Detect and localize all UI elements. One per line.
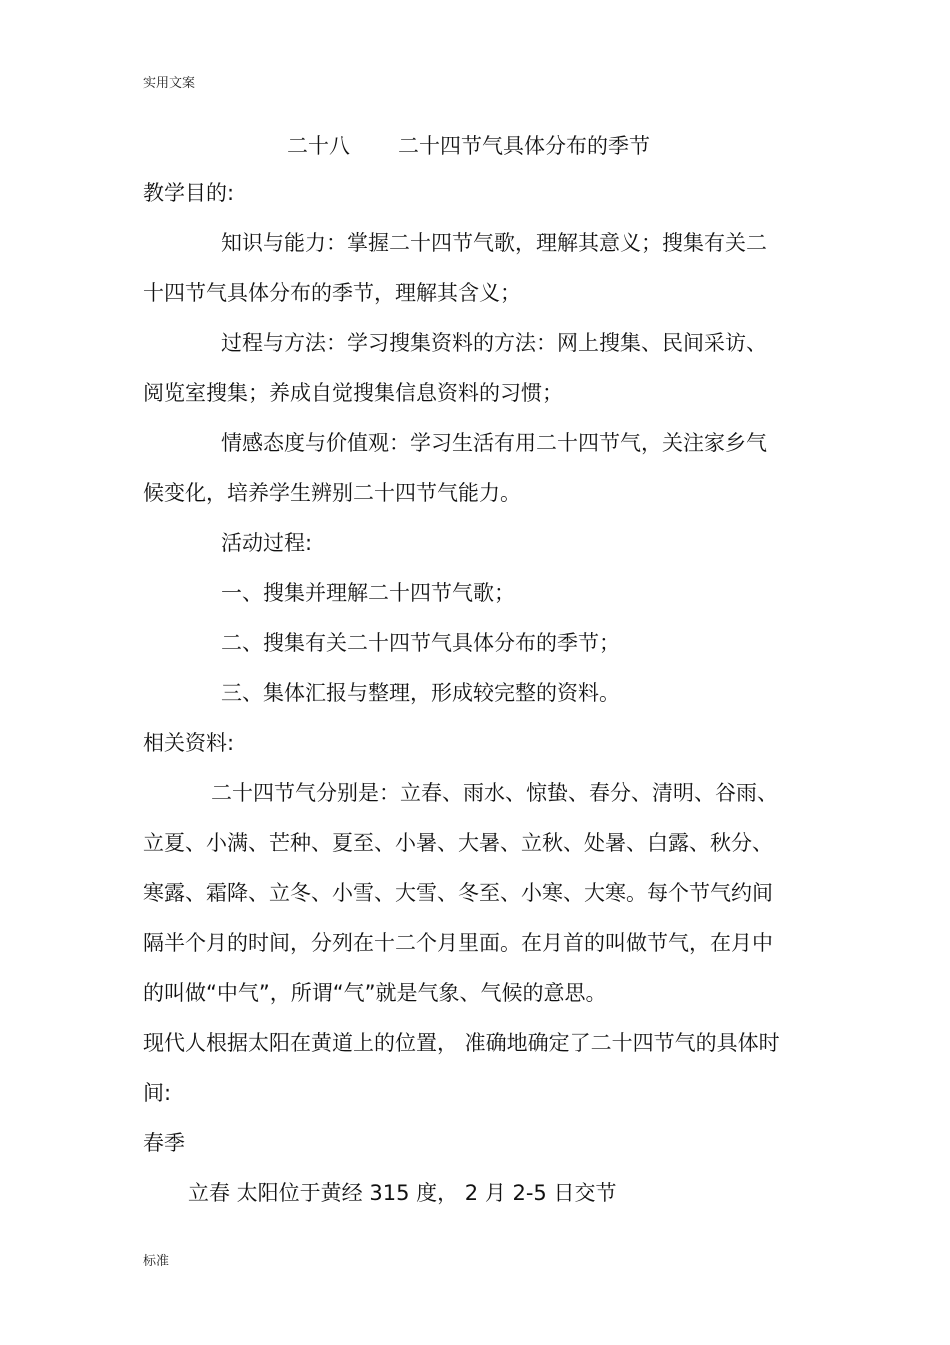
page-footer: 标准: [143, 1254, 170, 1269]
paragraph-line: 的叫做“中气”，所谓“气”就是气象、气候的意思。: [143, 981, 607, 1005]
paragraph-line: 二十四节气分别是：立春、雨水、惊蛰、春分、清明、谷雨、: [211, 781, 778, 805]
list-item: 一、搜集并理解二十四节气歌；: [221, 581, 515, 605]
paragraph-line: 立春 太阳位于黄经 315 度， 2 月 2-5 日交节: [188, 1181, 617, 1205]
paragraph-line: 间:: [143, 1081, 172, 1105]
paragraph-line: 阅览室搜集；养成自觉搜集信息资料的习惯；: [143, 381, 563, 405]
page-header: 实用文案: [143, 76, 196, 91]
paragraph-line: 立夏、小满、芒种、夏至、小暑、大暑、立秋、处暑、白露、秋分、: [143, 831, 773, 855]
paragraph-line: 情感态度与价值观：学习生活有用二十四节气，关注家乡气: [221, 431, 767, 455]
list-item: 二、搜集有关二十四节气具体分布的季节；: [221, 631, 620, 655]
paragraph-line: 候变化，培养学生辨别二十四节气能力。: [143, 481, 521, 505]
section-heading-objectives: 教学目的:: [143, 181, 235, 205]
list-item: 三、集体汇报与整理，形成较完整的资料。: [221, 681, 620, 705]
paragraph-line: 现代人根据太阳在黄道上的位置， 准确地确定了二十四节气的具体时: [143, 1031, 780, 1055]
paragraph-line: 十四节气具体分布的季节，理解其含义；: [143, 281, 521, 305]
page-title: 二十四节气具体分布的季节: [398, 134, 650, 158]
section-heading-materials: 相关资料:: [143, 731, 235, 755]
paragraph-line: 知识与能力：掌握二十四节气歌，理解其意义；搜集有关二: [221, 231, 767, 255]
paragraph-line: 寒露、霜降、立冬、小雪、大雪、冬至、小寒、大寒。每个节气约间: [143, 881, 773, 905]
section-heading-spring: 春季: [143, 1131, 185, 1155]
section-heading-activities: 活动过程:: [221, 531, 313, 555]
paragraph-line: 过程与方法：学习搜集资料的方法：网上搜集、民间采访、: [221, 331, 767, 355]
paragraph-line: 隔半个月的时间，分列在十二个月里面。在月首的叫做节气，在月中: [143, 931, 773, 955]
title-number: 二十八: [287, 134, 350, 158]
